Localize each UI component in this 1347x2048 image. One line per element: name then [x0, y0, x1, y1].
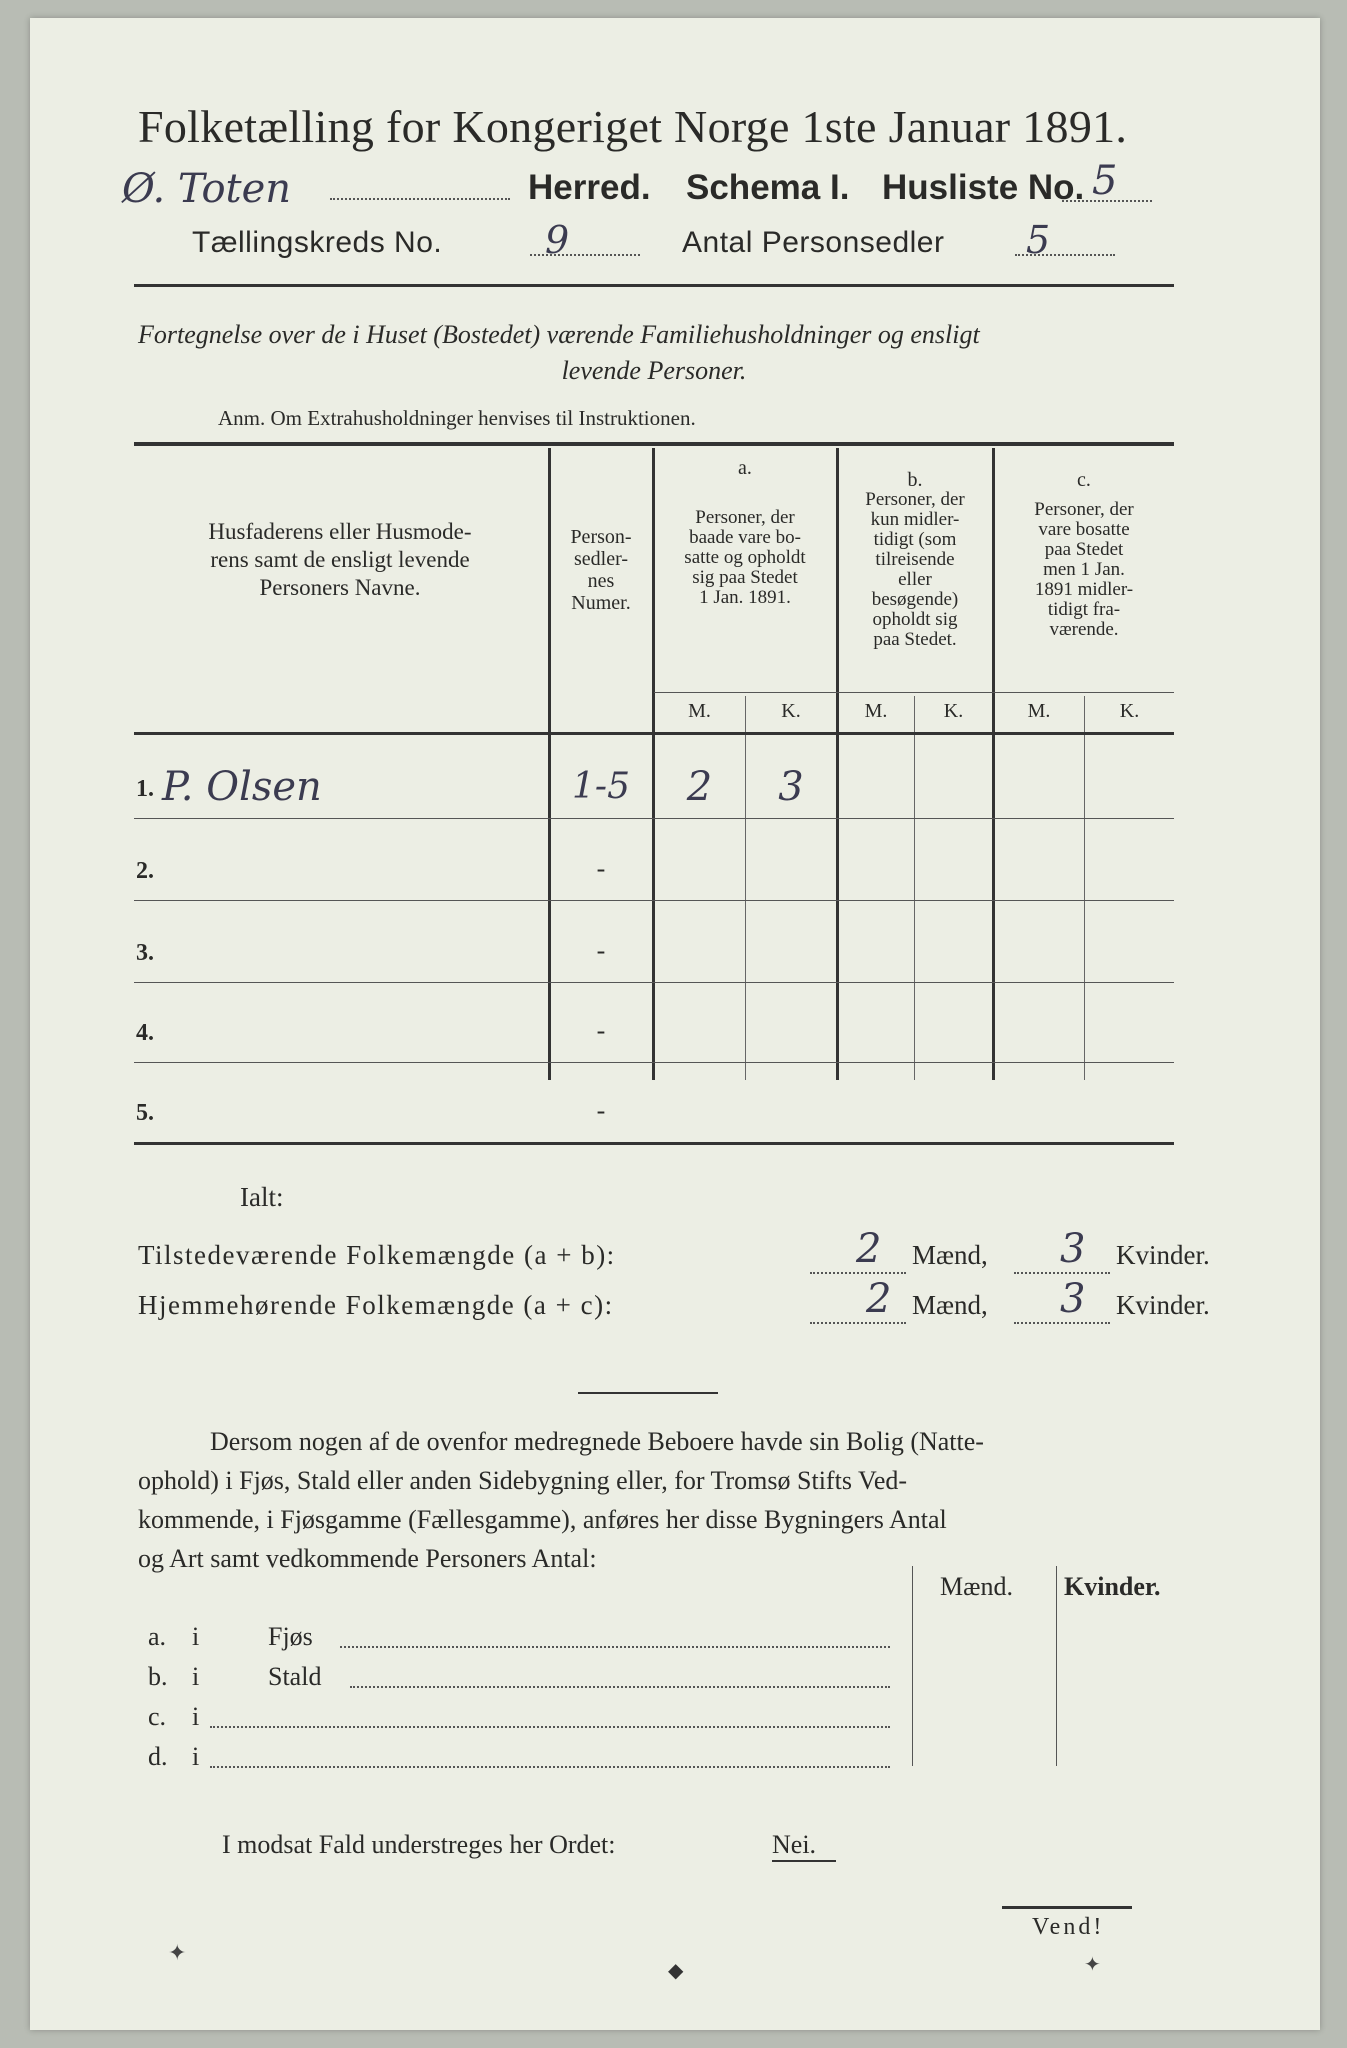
- hjemme-kvinder-value: 3: [1060, 1276, 1086, 1322]
- vend-label: Vend!: [1032, 1914, 1105, 1940]
- item-label-fjos: Fjøs: [268, 1622, 313, 1651]
- col-head-c-letter: c.: [1077, 469, 1091, 491]
- modsat-label: I modsat Fald understreges her Ordet:: [222, 1830, 616, 1859]
- tilstede-maend-label: Mænd,: [912, 1240, 988, 1270]
- row-number: 4.: [136, 1020, 154, 1046]
- item-letter: b.: [148, 1662, 168, 1691]
- row-person-number: -: [596, 1096, 606, 1125]
- col-head-a-letter: a.: [738, 457, 752, 479]
- item-i: i: [192, 1622, 200, 1651]
- item-letter: a.: [148, 1622, 167, 1651]
- c-k-head: K.: [1119, 700, 1140, 722]
- tilstede-kvinder-value: 3: [1060, 1226, 1086, 1272]
- row-person-number: 1-5: [572, 766, 630, 807]
- anm-note: Anm. Om Extrahusholdninger henvises til Instruktionen.: [218, 406, 696, 430]
- census-form-page: [30, 18, 1320, 2030]
- row-name: P. Olsen: [162, 764, 322, 810]
- hjemme-maend-value: 2: [866, 1276, 892, 1322]
- tilstede-maend-value: 2: [856, 1226, 882, 1272]
- a-k-head: K.: [781, 700, 801, 722]
- row-a-m: 2: [686, 764, 713, 810]
- row-person-number: -: [596, 1016, 606, 1045]
- husliste-value: 5: [1092, 158, 1118, 204]
- antal-value: 5: [1026, 218, 1051, 262]
- col-head-number: Person- sedler- nes Numer.: [570, 526, 632, 614]
- kreds-label: Tællingskreds No.: [192, 226, 443, 259]
- hjemme-label: Hjemmehørende Folkemængde (a + c):: [138, 1290, 614, 1320]
- c-m-head: M.: [1027, 700, 1051, 722]
- item-i: i: [192, 1662, 200, 1691]
- row-number: 2.: [136, 858, 154, 884]
- printer-mark-icon: ✦: [168, 1940, 187, 1965]
- col-head-a: Personer, der baade vare bo- satte og opholdt sig paa Stedet 1 Jan. 1891.: [684, 507, 806, 608]
- row-number: 5.: [136, 1100, 154, 1126]
- form-title: Folketælling for Kongeriget Norge 1ste Januar 1891.: [138, 101, 1128, 152]
- item-i: i: [192, 1742, 200, 1771]
- printer-mark-icon: ✦: [1084, 1954, 1101, 1976]
- b-k-head: K.: [943, 700, 964, 722]
- col-head-b-letter: b.: [907, 469, 923, 491]
- maend-column-head: Mænd.: [940, 1572, 1013, 1601]
- printer-mark-icon: ◆: [668, 1960, 684, 1982]
- hjemme-kvinder-label: Kvinder.: [1116, 1290, 1210, 1320]
- item-letter: c.: [148, 1702, 167, 1731]
- item-label-stald: Stald: [268, 1662, 322, 1691]
- row-number: 1.: [136, 776, 154, 802]
- col-head-b: Personer, der kun midler- tidigt (som tilreisende eller besøgende) opholdt sig paa Stedet.: [865, 489, 965, 650]
- b-m-head: M.: [864, 700, 888, 722]
- tilstede-label: Tilstedeværende Folkemængde (a + b):: [138, 1240, 616, 1270]
- kvinder-column-head: Kvinder.: [1064, 1572, 1161, 1601]
- husliste-label: Husliste No.: [882, 168, 1085, 207]
- hjemme-maend-label: Mænd,: [912, 1290, 988, 1320]
- ialt-label: Ialt:: [240, 1182, 284, 1212]
- row-person-number: -: [596, 854, 606, 883]
- col-head-names: Husfaderens eller Husmode- rens samt de ensligt levende Personers Navne.: [208, 519, 472, 600]
- tilstede-kvinder-label: Kvinder.: [1116, 1240, 1210, 1270]
- row-person-number: -: [596, 936, 606, 965]
- item-i: i: [192, 1702, 200, 1731]
- schema-label: Schema I.: [686, 168, 850, 207]
- row-a-k: 3: [778, 764, 804, 810]
- intro-line-2: levende Personer.: [561, 356, 747, 385]
- intro-line-1: Fortegnelse over de i Huset (Bostedet) værende Familiehusholdninger og ensligt: [138, 320, 980, 349]
- antal-label: Antal Personsedler: [682, 226, 945, 259]
- a-m-head: M.: [688, 700, 711, 722]
- herred-label: Herred.: [528, 168, 651, 207]
- herred-value: Ø. Toten: [122, 166, 292, 212]
- item-letter: d.: [148, 1742, 168, 1771]
- col-head-c: Personer, der vare bosatte paa Stedet men 1 Jan. 1891 midler- tidigt fra- værende.: [1034, 499, 1134, 640]
- row-number: 3.: [136, 940, 154, 966]
- kreds-value: 9: [545, 218, 570, 262]
- modsat-value: Nei.: [772, 1830, 836, 1862]
- lower-paragraph: Dersom nogen af de ovenfor medregnede Beboere havde sin Bolig (Natte- ophold) i Fjøs, Stald eller anden Sidebygning eller, for Tromsø Stifts Ved- kommende, i Fjøsgamme (Fællesgamme), anføres her disse Bygningers Antal og Art samt vedkommende Personers Antal:: [138, 1427, 984, 1573]
